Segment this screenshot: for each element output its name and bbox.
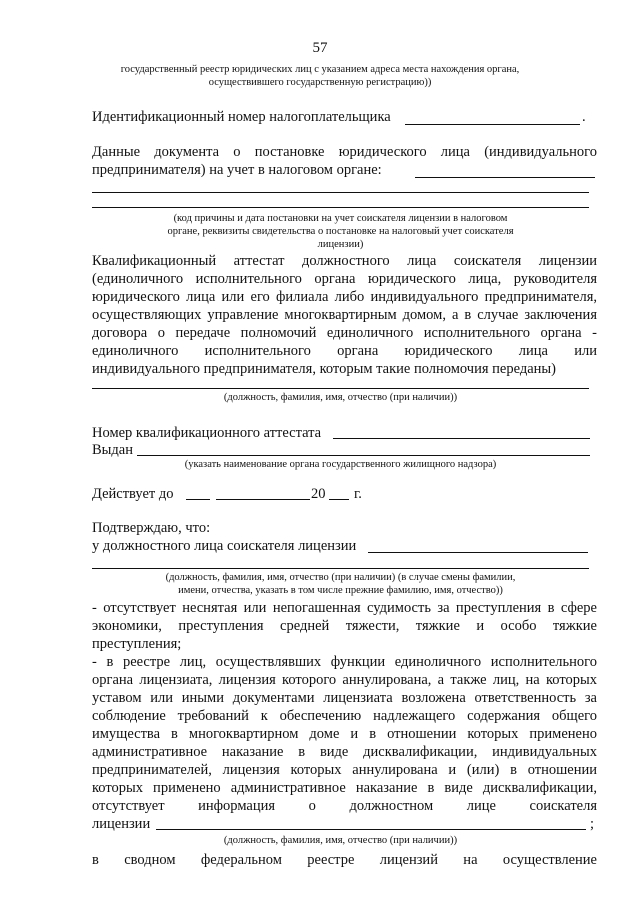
- item2-line-8: которых применено административное наказание в виде дисквалификации,: [92, 780, 597, 796]
- item1-line-1: - отсутствует неснятая или непогашенная судимость за преступления в сфере: [92, 600, 597, 616]
- position-blank: [92, 388, 589, 389]
- item1-line-2: экономики, преступления средней тяжести, тяжкие и особо тяжкие: [92, 618, 597, 634]
- header-note-line-1: государственный реестр юридических лиц с указанием адреса места нахождения органа,: [120, 64, 520, 75]
- header-note-line-2: осуществившего государственную регистрацию)): [208, 77, 432, 88]
- item2-line-1: - в реестре лиц, осуществлявших функции единоличного исполнительного: [92, 654, 597, 670]
- issued-blank: [137, 455, 590, 456]
- qual-line-5: договора о передаче полномочий единоличного исполнительного органа -: [92, 325, 597, 341]
- item2-line-6: административное наказание в виде дисквалификации, индивидуальных: [92, 744, 597, 760]
- tax-note-line-1: (код причины и дата постановки на учет соискателя лицензии в налоговом: [173, 213, 508, 224]
- item2-line-9: отсутствует информация о должностном лице соискателя: [92, 798, 597, 814]
- valid-month-blank: [216, 499, 310, 500]
- item1-line-3: преступления;: [92, 636, 182, 652]
- licensee-word: лицензии: [92, 816, 151, 832]
- official-note-line-1: (должность, фамилия, имя, отчество (при наличии) (в случае смены фамилии,: [165, 572, 516, 583]
- cert-number-label: Номер квалификационного аттестата: [92, 425, 322, 441]
- item2-line-4: соблюдение требований к обеспечению надлежащего содержания общего: [92, 708, 597, 724]
- tax-line-2: предпринимателя) на учет в налоговом органе:: [92, 162, 382, 178]
- item2-line-5: имущества в многоквартирном доме и в отношении которых применено: [92, 726, 597, 742]
- confirm-label: Подтверждаю, что:: [92, 520, 211, 536]
- qual-line-4: осуществляющих управление многоквартирным домом, а в случае заключения: [92, 307, 597, 323]
- official-blank: [368, 552, 588, 553]
- valid-label: Действует до: [92, 486, 174, 502]
- valid-suffix: г.: [354, 486, 362, 502]
- cert-number-blank: [333, 438, 590, 439]
- issued-label: Выдан: [92, 442, 133, 458]
- licensee-end: ;: [590, 816, 595, 832]
- tax-blank-1: [415, 177, 595, 178]
- valid-year-prefix: 20: [311, 486, 326, 502]
- qual-line-7: индивидуального предпринимателя, которым такие полномочия переданы): [92, 361, 556, 377]
- page-number: 57: [312, 40, 328, 56]
- item2-line-7: предпринимателей, лицензия которых аннулирована и (или) в отношении: [92, 762, 597, 778]
- official-label: у должностного лица соискателя лицензии: [92, 538, 357, 554]
- item2-line-3: уставом или иными документами лицензиата возложена ответственность за: [92, 690, 597, 706]
- tax-note-line-3: лицензии): [317, 239, 364, 250]
- final-line: в сводном федеральном реестре лицензий на осуществление: [92, 852, 597, 868]
- licensee-note: (должность, фамилия, имя, отчество (при наличии)): [223, 835, 458, 846]
- valid-day-blank: [186, 499, 210, 500]
- tax-blank-3: [92, 207, 589, 208]
- licensee-blank: [156, 829, 586, 830]
- position-note: (должность, фамилия, имя, отчество (при наличии)): [223, 392, 458, 403]
- qual-line-1: Квалификационный аттестат должностного лица соискателя лицензии: [92, 253, 597, 269]
- qual-line-6: единоличного исполнительного органа юридического лица или: [92, 343, 597, 359]
- inn-label: Идентификационный номер налогоплательщика: [92, 109, 391, 125]
- valid-year-blank: [329, 499, 349, 500]
- inn-end: .: [582, 109, 586, 125]
- tax-blank-2: [92, 192, 589, 193]
- qual-line-2: (единоличного исполнительного органа юридического лица, руководителя: [92, 271, 597, 287]
- official-note-line-2: имени, отчества, указать в том числе прежние фамилию, имя, отчество)): [178, 585, 503, 596]
- tax-line-1: Данные документа о постановке юридического лица (индивидуального: [92, 144, 597, 160]
- official-blank-2: [92, 568, 589, 569]
- inn-blank: [405, 124, 580, 125]
- issued-note: (указать наименование органа государственного жилищного надзора): [184, 459, 497, 470]
- tax-note-line-2: органе, реквизиты свидетельства о постановке на налоговый учет соискателя: [167, 226, 514, 237]
- item2-line-2: органа лицензиата, лицензия которого аннулирована, а также лиц, на которых: [92, 672, 597, 688]
- qual-line-3: юридического лица или его филиала либо индивидуального предпринимателя,: [92, 289, 597, 305]
